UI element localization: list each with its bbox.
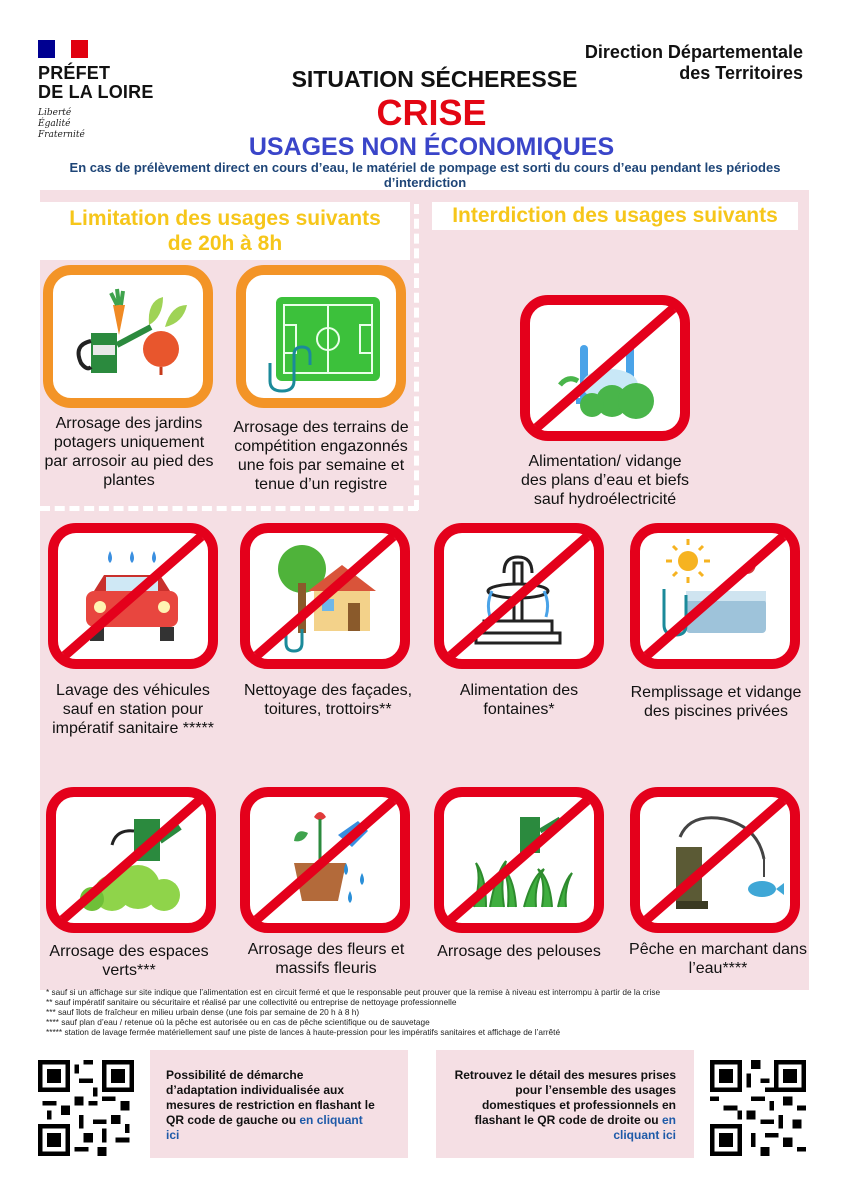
motto-line: Égalité [38, 119, 71, 129]
footnote: ** sauf impératif sanitaire ou sécuritaire et réalisé par une collectivité ou entreprise de nettoyage professionnelle [46, 997, 457, 1007]
item-label: Alimentation/ vidange des plans d’eau et biefs sauf hydroélectricité [520, 453, 690, 508]
item-label: Arrosage des terrains de compétition engazonnés une fois par semaine et tenue d’un registre [233, 419, 409, 493]
motto-line: Fraternité [38, 130, 85, 140]
flower-pot-watering-icon [240, 787, 410, 933]
limitation-heading [40, 206, 410, 256]
logo-line-2: DE LA LOIRE [38, 82, 154, 102]
item-label: Arrosage des pelouses [437, 943, 601, 960]
limitation-hours: de 20h à 8h [167, 232, 283, 255]
crisis-level: CRISE [376, 92, 487, 133]
footnote: ***** station de lavage fermée matériellement sauf une piste de lances à haute-pression pour les impératifs sanitaires et affichage de l’arrêté [46, 1027, 561, 1037]
footer-left-message: Possibilité de démarche d’adaptation individualisée aux mesures de restriction en flashant le QR code de gauche ou [166, 1068, 375, 1127]
limitation-heading-line: Limitation des usages suivants [69, 207, 381, 230]
footer-right-message: Retrouvez le détail des mesures prises pour l’ensemble des usages domestiques et professionnels en flashant le QR code de droite ou [454, 1068, 676, 1127]
lawn-watering-icon [434, 787, 604, 933]
intro-text: En cas de prélèvement direct en cours d’eau, le matériel de pompage est sorti du cours d’eau pendant les périodes d’interdiction [69, 160, 781, 190]
pond-fill-drain-icon [520, 295, 690, 441]
interdiction-heading: Interdiction des usages suivants [452, 204, 778, 227]
fountain-icon [434, 523, 604, 669]
item-label: Arrosage des fleurs et massifs fleuris [247, 941, 405, 977]
car-wash-icon [48, 523, 218, 669]
french-flag-icon [38, 40, 88, 58]
footnote: **** sauf plan d’eau / retenue où la pêche est autorisée ou en cas de pêche scientifique ou de sauvetage [46, 1017, 430, 1027]
footer-right-text [454, 1068, 676, 1143]
motto-line: Liberté [38, 108, 72, 118]
adaptation-link[interactable]: en cliquant ici [166, 1113, 363, 1142]
footnote: *** sauf îlots de fraîcheur en milieu urbain dense (une fois par semaine de 20 h à 8 h) [46, 1007, 360, 1017]
qr-code-right[interactable] [710, 1060, 806, 1156]
page-title: SITUATION SÉCHERESSE [291, 66, 578, 92]
page-subtitle: USAGES NON ÉCONOMIQUES [248, 133, 615, 161]
qr-code-left[interactable] [38, 1060, 134, 1156]
green-spaces-watering-icon [46, 787, 216, 933]
item-label: Lavage des véhicules sauf en station pour impératif sanitaire ***** [52, 682, 214, 737]
item-label: Remplissage et vidange des piscines privées [630, 684, 802, 720]
vegetable-garden-watering-can-icon [43, 265, 213, 408]
fishing-boots-icon [630, 787, 800, 933]
footnotes [46, 987, 816, 1037]
footnote: * sauf si un affichage sur site indique que l’alimentation est en circuit fermé et que le responsable peut prouver que la remise à niveau est interrompu à partir de la crise [46, 987, 661, 997]
item-label: Nettoyage des façades, toitures, trottoirs** [243, 682, 413, 718]
item-label: Alimentation des fontaines* [459, 682, 579, 718]
swimming-pool-icon [630, 523, 800, 669]
logo-line-1: PRÉFET [38, 63, 111, 83]
measures-detail-link[interactable]: en cliquant ici [613, 1113, 676, 1142]
ddt-line: des Territoires [679, 63, 803, 83]
footer-left-text [166, 1068, 376, 1143]
sports-field-icon [236, 265, 406, 408]
ddt-line: Direction Départementale [584, 42, 803, 62]
house-facade-cleaning-icon [240, 523, 410, 669]
item-label: Pêche en marchant dans l’eau**** [629, 941, 807, 977]
item-label: Arrosage des jardins potagers uniquement par arrosoir au pied des plantes [44, 415, 214, 489]
item-label: Arrosage des espaces verts*** [49, 943, 209, 979]
section-divider [40, 506, 418, 511]
